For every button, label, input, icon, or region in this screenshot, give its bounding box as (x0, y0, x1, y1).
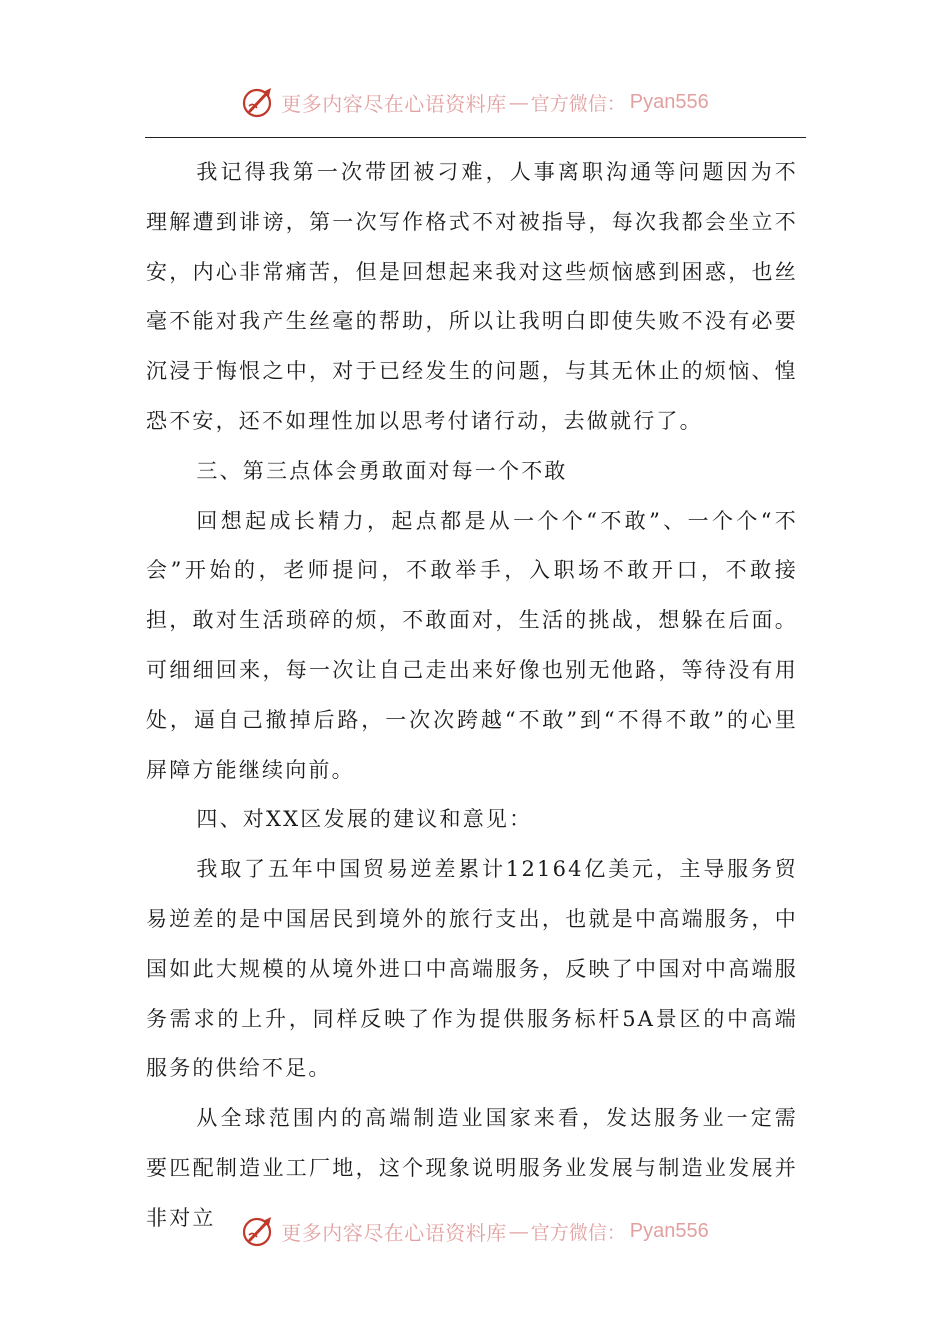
watermark-dash: — (508, 90, 529, 114)
watermark-wechat-id: Pyan556 (629, 90, 709, 113)
footer-watermark-banner (0, 1209, 950, 1253)
watermark-site-name: 更多内容尽在心语资料库 (281, 1220, 507, 1245)
document-body (146, 148, 798, 1244)
watermark-site-name: 更多内容尽在心语资料库 (281, 91, 507, 116)
pen-logo-icon (241, 84, 277, 120)
watermark-wechat-label: 官方微信： (530, 1221, 626, 1244)
header-divider (145, 137, 806, 138)
header-watermark-banner (0, 80, 950, 124)
watermark-wechat-id: Pyan556 (629, 1219, 709, 1242)
heading-suggestions: 四、对XX区发展的建议和意见： (196, 807, 533, 832)
watermark-wechat-label: 官方微信： (530, 92, 626, 115)
paragraph-courage: 回想起成长精力，起点都是从一个个“不敢”、一个个“不会”开始的，老师提问，不敢举手，入职场不敢开口，不敢接担，敢对生活琐碎的烦，不敢面对，生活的挑战，想躲在后面。可细细回来，每一次让自己走出来好像也别无他路，等待没有用处，逼自己撤掉后路，一次次跨越“不敢”到“不得不敢”的心里屏障方能继续向前。 (146, 508, 798, 782)
paragraph-failure-reflection: 我记得我第一次带团被刁难，人事离职沟通等问题因为不理解遭到诽谤，第一次写作格式不对被指导，每次我都会坐立不安，内心非常痛苦，但是回想起来我对这些烦恼感到困惑，也丝毫不能对我产生丝毫的帮助，所以让我明白即使失败不没有必要沉浸于悔恨之中，对于已经发生的问题，与其无休止的烦恼、惶恐不安，还不如理性加以思考付诸行动，去做就行了。 (146, 160, 798, 433)
paragraph-manufacturing: 从全球范围内的高端制造业国家来看，发达服务业一定需要匹配制造业工厂地，这个现象说明服务业发展与制造业发展并非对立 (146, 1106, 798, 1230)
pen-logo-icon (241, 1213, 277, 1249)
paragraph-trade-deficit: 我取了五年中国贸易逆差累计12164亿美元，主导服务贸易逆差的是中国居民到境外的旅行支出，也就是中高端服务，中国如此大规模的从境外进口中高端服务，反映了中国对中高端服务需求的上升，同样反映了作为提供服务标杆5A景区的中高端服务的供给不足。 (146, 857, 798, 1081)
heading-third-point: 三、第三点体会勇敢面对每一个不敢 (196, 458, 568, 483)
watermark-dash: — (508, 1219, 529, 1243)
